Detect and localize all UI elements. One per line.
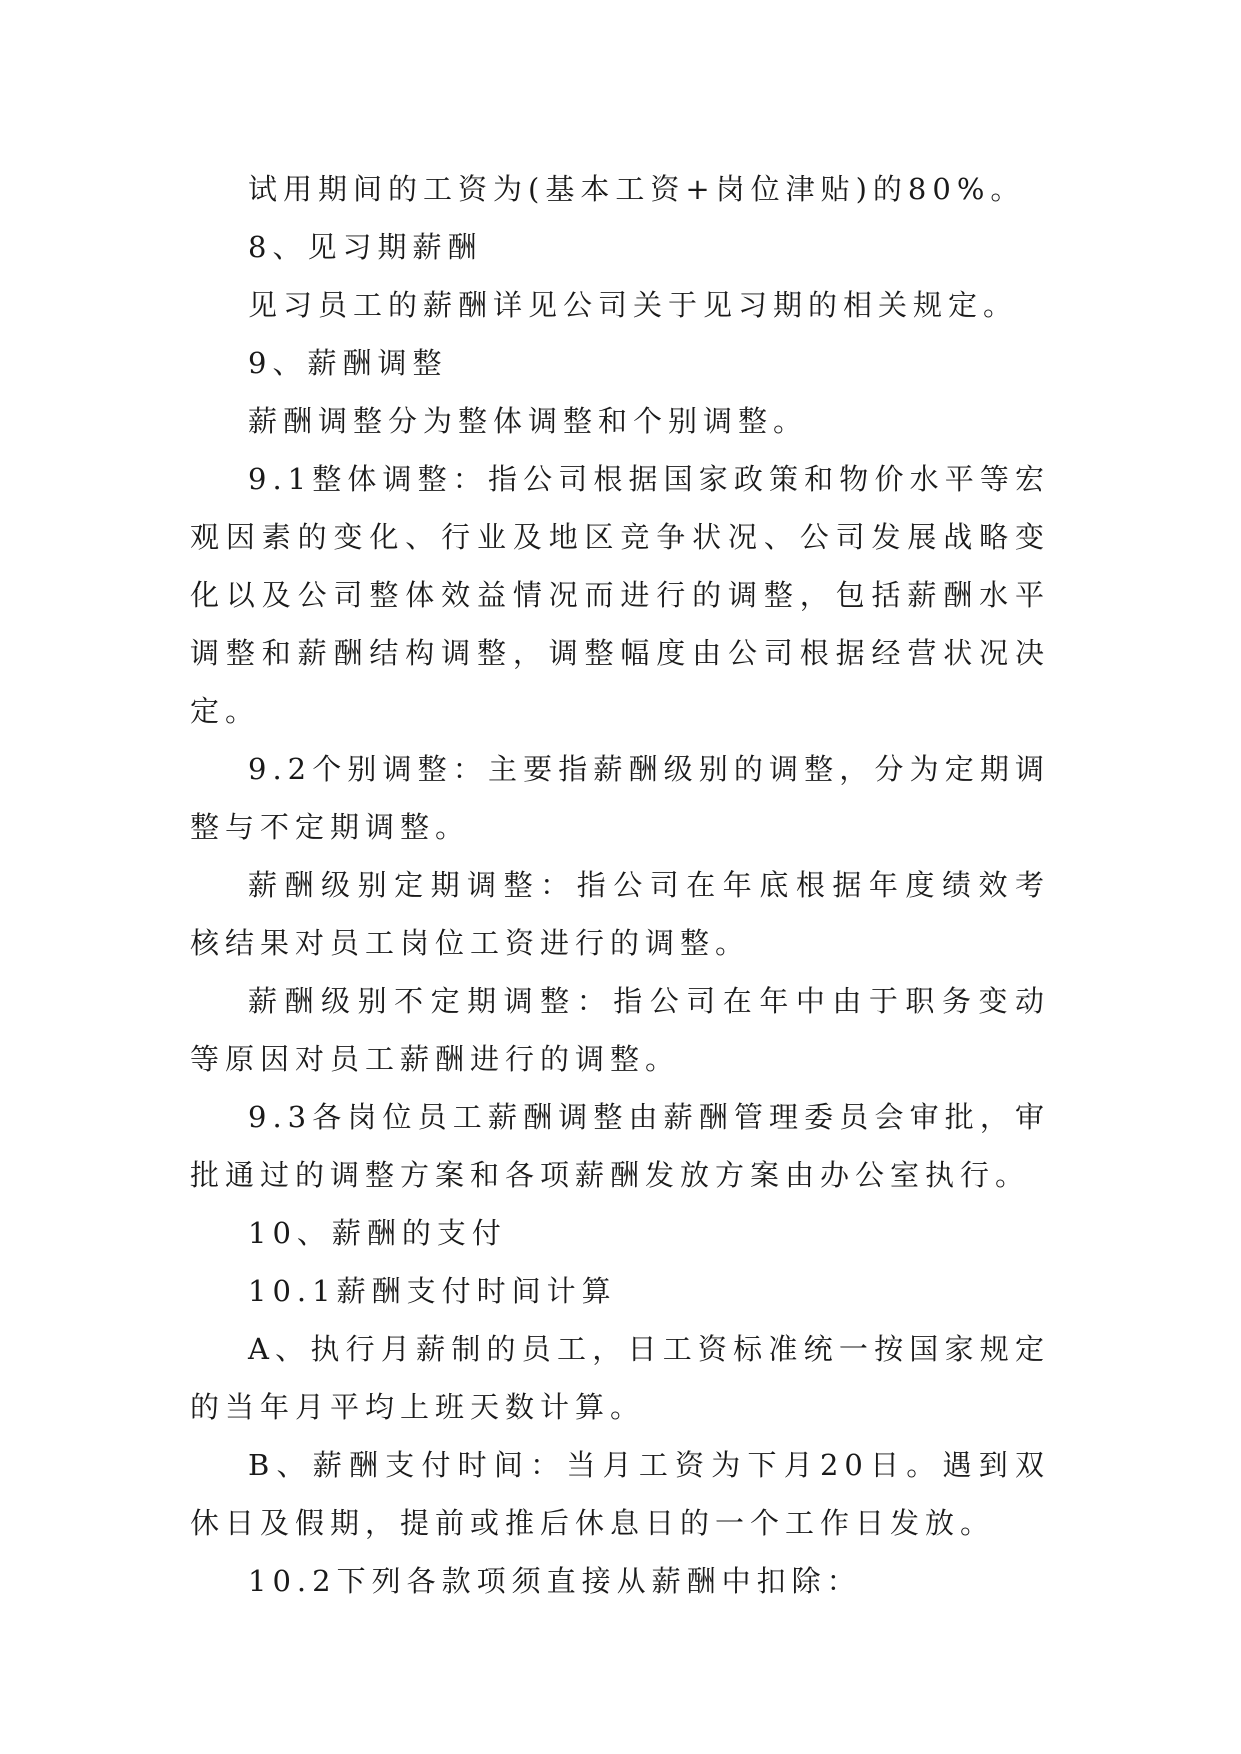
paragraph-adjustment-approval: 9.3各岗位员工薪酬调整由薪酬管理委员会审批，审批通过的调整方案和各项薪酬发放方案由办公室执行。: [190, 1100, 1050, 1192]
document-body: [190, 160, 1050, 1610]
paragraph-adjustment-types: 薪酬调整分为整体调整和个别调整。: [248, 404, 809, 438]
paragraph-individual-adjustment: 9.2个别调整：主要指薪酬级别的调整，分为定期调整与不定期调整。: [190, 752, 1050, 844]
paragraph-deductions: 10.2下列各款项须直接从薪酬中扣除：: [248, 1564, 862, 1598]
heading-trainee-pay: 8、见习期薪酬: [248, 230, 483, 264]
paragraph-probation-salary: 试用期间的工资为(基本工资+岗位津贴)的80%。: [248, 172, 1026, 206]
heading-pay-adjustment: 9、薪酬调整: [248, 346, 448, 380]
heading-payment-time-calc: 10.1薪酬支付时间计算: [248, 1274, 617, 1308]
paragraph-payment-date: B、薪酬支付时间：当月工资为下月20日。遇到双休日及假期，提前或推后休息日的一个工作日发放。: [190, 1448, 1050, 1540]
paragraph-trainee-pay: 见习员工的薪酬详见公司关于见习期的相关规定。: [248, 288, 1019, 322]
paragraph-regular-adjustment: 薪酬级别定期调整：指公司在年底根据年度绩效考核结果对员工岗位工资进行的调整。: [190, 868, 1050, 960]
paragraph-overall-adjustment: 9.1整体调整：指公司根据国家政策和物价水平等宏观因素的变化、行业及地区竞争状况、公司发展战略变化以及公司整体效益情况而进行的调整，包括薪酬水平调整和薪酬结构调整，调整幅度由公司根据经营状况决定。: [190, 462, 1050, 728]
paragraph-daily-wage: A、执行月薪制的员工，日工资标准统一按国家规定的当年月平均上班天数计算。: [190, 1332, 1050, 1424]
heading-pay-payment: 10、薪酬的支付: [248, 1216, 507, 1250]
paragraph-irregular-adjustment: 薪酬级别不定期调整：指公司在年中由于职务变动等原因对员工薪酬进行的调整。: [190, 984, 1050, 1076]
